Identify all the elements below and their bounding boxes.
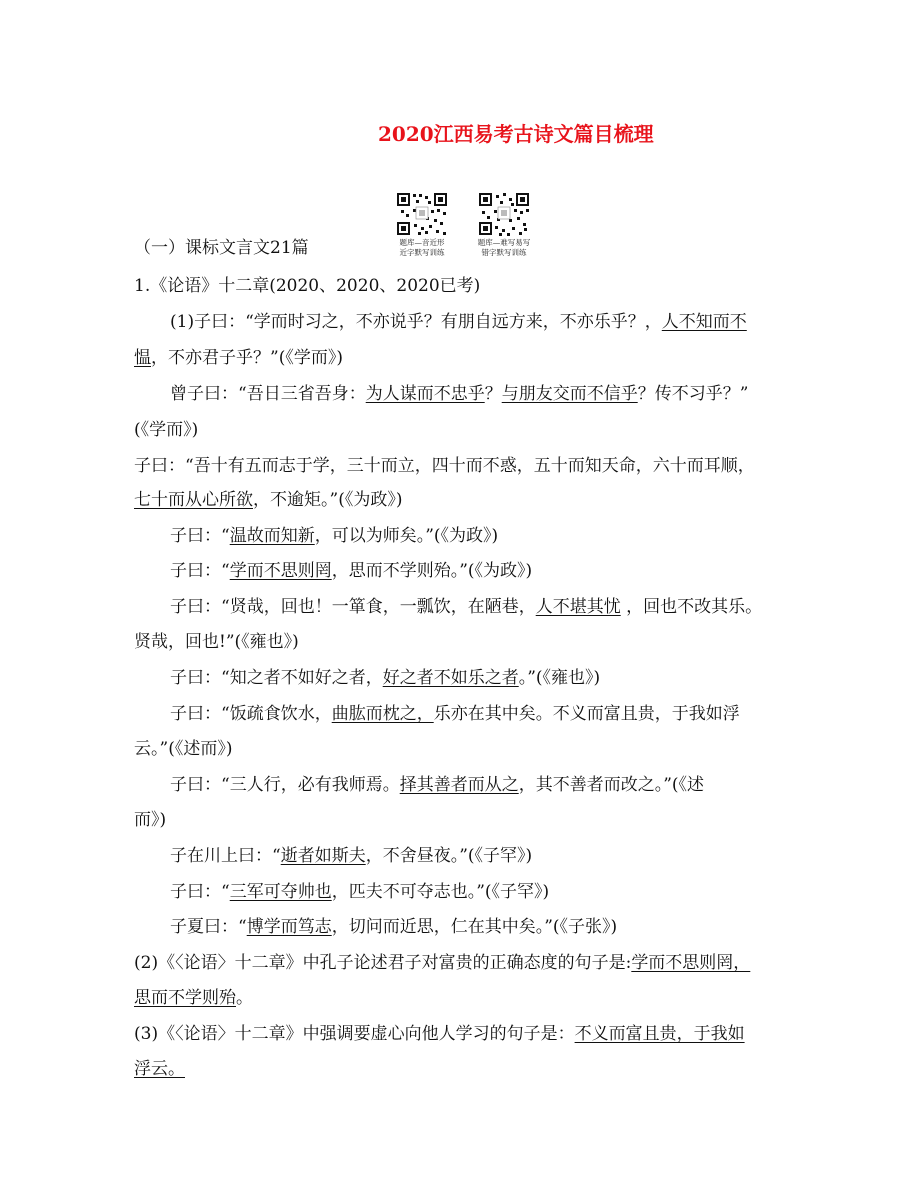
text-segment: 。”(《雍也》) <box>518 668 601 688</box>
text-segment: ，回也不改其乐。 <box>620 597 763 617</box>
text-line <box>134 988 253 1008</box>
underlined-phrase: 人不堪其忧 <box>535 597 621 617</box>
text-segment: 子曰：“ <box>170 561 230 581</box>
text-line <box>170 312 747 332</box>
text-segment: 曾子曰：“吾日三省吾身： <box>170 384 366 404</box>
text-line <box>170 561 532 581</box>
text-line <box>170 882 549 902</box>
text-line <box>134 1059 185 1079</box>
underlined-phrase: 曲肱而枕之， <box>331 704 434 724</box>
text-segment: ，不舍昼夜。”(《子罕》) <box>365 846 533 866</box>
underlined-phrase: 学而不思则罔， <box>631 953 751 973</box>
underlined-phrase: 好之者不如乐之者 <box>382 668 519 688</box>
text-line <box>134 348 343 368</box>
text-line <box>134 810 166 830</box>
text-segment: 而》) <box>134 810 167 830</box>
text-line <box>134 1024 745 1044</box>
underlined-phrase: 学而不思则罔 <box>229 561 332 581</box>
underlined-phrase: 不义而富且贵，于我如 <box>574 1024 745 1044</box>
underlined-phrase: 温故而知新 <box>229 526 315 546</box>
text-line <box>170 846 532 866</box>
text-segment: (《学而》) <box>134 420 199 440</box>
underlined-phrase: 愠 <box>134 348 151 368</box>
underlined-phrase: 择其善者而从之 <box>399 775 519 795</box>
underlined-phrase: 七十而从心所欲 <box>134 490 253 510</box>
document-title: 2020江西易考古诗文篇目梳理 <box>378 122 654 146</box>
qr-left-caption: 题库—音近形 近字默写训练 <box>399 238 445 257</box>
text-line <box>134 420 198 440</box>
text-segment: ，切问而近思，仁在其中矣。”(《子张》) <box>331 917 618 937</box>
text-line <box>134 953 750 973</box>
text-segment: 。 <box>236 988 253 1008</box>
text-segment: ，不亦君子乎？”(《学而》) <box>151 348 343 368</box>
text-segment: (3)《〈论语〉十二章》中强调要虚心向他人学习的句子是： <box>134 1024 575 1044</box>
text-segment: (2)《〈论语〉十二章》中孔子论述君子对富贵的正确态度的句子是: <box>134 953 632 973</box>
underlined-phrase: 与朋友交而不信乎 <box>501 384 638 404</box>
text-segment: 贤哉，回也!”(《雍也》) <box>134 632 299 652</box>
section-heading: （一）课标文言文21篇 <box>134 238 309 258</box>
text-line <box>170 917 617 937</box>
item-heading: 1.《论语》十二章(2020、2020、2020已考) <box>134 276 481 296</box>
text-segment: 子在川上曰：“ <box>170 846 281 866</box>
text-segment: 子夏曰：“ <box>170 917 247 937</box>
text-segment: (1)子曰：“学而时习之，不亦说乎？有朋自远方来，不亦乐乎？， <box>170 312 662 332</box>
text-segment: ，可以为师矣。”(《为政》) <box>314 526 499 546</box>
text-segment: ？ <box>484 384 502 404</box>
underlined-phrase: 为人谋而不忠乎 <box>365 384 485 404</box>
text-segment: 子曰：“贤哉，回也！一箪食，一瓢饮，在陋巷， <box>170 597 536 617</box>
underlined-phrase: 思而不学则殆 <box>134 988 236 1008</box>
underlined-phrase: 博学而笃志 <box>246 917 332 937</box>
underlined-phrase: 三军可夺帅也 <box>229 882 332 902</box>
text-segment: ，匹夫不可夺志也。”(《子罕》) <box>331 882 550 902</box>
text-line <box>170 704 740 724</box>
text-segment: 子曰：“三人行，必有我师焉。 <box>170 775 400 795</box>
text-segment: 子曰：“ <box>170 526 230 546</box>
text-segment: ？传不习乎？” <box>637 384 749 404</box>
qr-code-left <box>396 192 448 236</box>
text-segment: 云。”(《述而》) <box>134 739 233 759</box>
underlined-phrase: 逝者如斯夫 <box>280 846 366 866</box>
text-line <box>170 775 704 795</box>
text-segment: ，思而不学则殆。”(《为政》) <box>331 561 533 581</box>
qr-code-right <box>478 192 530 236</box>
text-segment: 子曰：“饭疏食饮水， <box>170 704 332 724</box>
text-segment: 子曰：“知之者不如好之者， <box>170 668 383 688</box>
text-segment: 子曰：“ <box>170 882 230 902</box>
text-line <box>170 597 762 617</box>
text-line <box>170 526 498 546</box>
qr-right-caption: 题库—难写易写 错字默写训练 <box>477 238 531 257</box>
text-segment: 子曰：“吾十有五而志于学，三十而立，四十而不惑，五十而知天命，六十而耳顺， <box>134 456 755 476</box>
text-segment: ，其不善者而改之。”(《述 <box>518 775 705 795</box>
text-line <box>170 384 748 404</box>
text-segment: 乐亦在其中矣。不义而富且贵，于我如浮 <box>433 704 740 724</box>
underlined-phrase: 浮云。 <box>134 1059 185 1079</box>
text-line <box>134 739 232 759</box>
text-line <box>170 668 600 688</box>
text-line <box>134 490 402 510</box>
underlined-phrase: 人不知而不 <box>661 312 747 332</box>
text-line <box>134 632 299 652</box>
text-segment: ，不逾矩。”(《为政》) <box>253 490 403 510</box>
text-line <box>134 456 755 476</box>
